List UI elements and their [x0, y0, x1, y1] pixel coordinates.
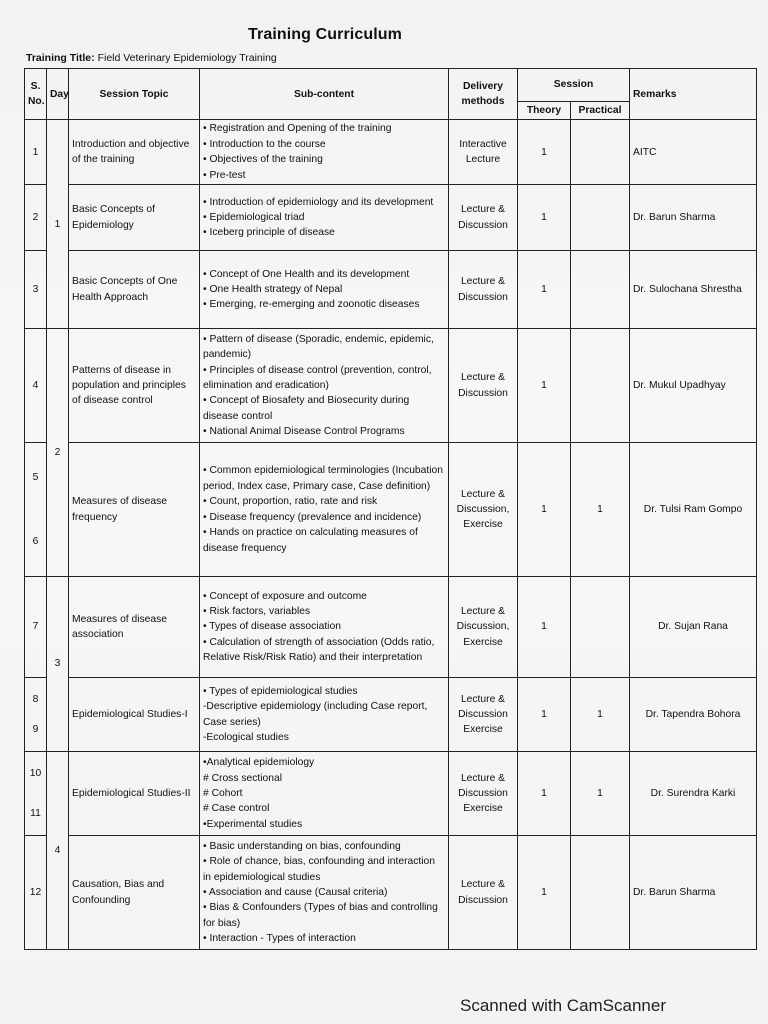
topic-cell: Epidemiological Studies-II — [69, 752, 200, 836]
page-title: Training Curriculum — [248, 26, 402, 43]
header-subcontent: Sub-content — [200, 69, 449, 120]
theory-cell: 1 — [518, 678, 571, 752]
topic-cell: Epidemiological Studies-I — [69, 678, 200, 752]
subcontent-item: • Introduction to the course — [203, 138, 326, 150]
delivery-cell: Lecture & Discussion, Exercise — [449, 577, 518, 678]
subcontent-item: • Concept of Biosafety and Biosecurity during disease control — [203, 395, 410, 422]
delivery-cell: Lecture & Discussion Exercise — [449, 678, 518, 752]
subcontent-item: • Count, proportion, ratio, rate and risk — [203, 496, 378, 508]
practical-cell: 1 — [571, 443, 630, 577]
subcontent-item: # Cohort — [203, 787, 243, 799]
practical-cell: 1 — [571, 752, 630, 836]
delivery-cell: Lecture & Discussion Exercise — [449, 752, 518, 836]
subcontent-cell — [200, 752, 449, 836]
subcontent-item: • Introduction of epidemiology and its development — [203, 196, 434, 208]
subcontent-cell — [200, 678, 449, 752]
subcontent-item: • Bias & Confounders (Types of bias and controlling for bias) — [203, 902, 438, 929]
sno-cell — [25, 678, 47, 752]
delivery-cell: Lecture & Discussion — [449, 185, 518, 251]
subcontent-item: • Common epidemiological terminologies (Incubation period, Index case, Primary case, Case definition) — [203, 465, 443, 492]
sno-cell: 2 — [25, 185, 47, 251]
subcontent-cell — [200, 251, 449, 329]
training-title-label: Training Title: — [26, 52, 95, 64]
curriculum-table — [24, 68, 757, 950]
topic-cell: Introduction and objective of the training — [69, 120, 200, 185]
subcontent-item: • Disease frequency (prevalence and incidence) — [203, 511, 422, 523]
scanner-watermark: Scanned with CamScanner — [460, 996, 667, 1015]
theory-cell: 1 — [518, 120, 571, 185]
sno-cell — [25, 752, 47, 836]
theory-cell: 1 — [518, 443, 571, 577]
sno-9: 9 — [32, 723, 39, 735]
remarks-cell: Dr. Tapendra Bohora — [630, 678, 757, 752]
topic-cell: Basic Concepts of Epidemiology — [69, 185, 200, 251]
practical-cell — [571, 836, 630, 950]
table-row — [25, 577, 757, 678]
subcontent-item: • Emerging, re-emerging and zoonotic diseases — [203, 299, 420, 311]
theory-cell: 1 — [518, 185, 571, 251]
theory-cell: 1 — [518, 251, 571, 329]
sno-cell: 12 — [25, 836, 47, 950]
header-day: Day — [47, 69, 69, 120]
subcontent-item: •Experimental studies — [203, 818, 303, 830]
subcontent-item: -Descriptive epidemiology (including Case report, Case series) — [203, 701, 428, 728]
subcontent-item: • One Health strategy of Nepal — [203, 283, 343, 295]
practical-cell — [571, 329, 630, 443]
subcontent-item: • Epidemiological triad — [203, 211, 305, 223]
table-row — [25, 329, 757, 443]
sno-11: 11 — [30, 807, 41, 819]
topic-cell: Measures of disease frequency — [69, 443, 200, 577]
header-session: Session — [518, 69, 630, 102]
subcontent-item: -Ecological studies — [203, 732, 289, 744]
header-topic: Session Topic — [69, 69, 200, 120]
subcontent-cell — [200, 120, 449, 185]
subcontent-cell — [200, 329, 449, 443]
theory-cell: 1 — [518, 329, 571, 443]
subcontent-item: • Pre-test — [203, 169, 246, 181]
subcontent-item: • National Animal Disease Control Programs — [203, 426, 405, 438]
table-row — [25, 443, 757, 577]
day-cell: 4 — [47, 752, 69, 950]
theory-cell: 1 — [518, 577, 571, 678]
subcontent-cell — [200, 443, 449, 577]
subcontent-item: • Basic understanding on bias, confounding — [203, 840, 401, 852]
subcontent-item: • Types of epidemiological studies — [203, 685, 358, 697]
table-row — [25, 251, 757, 329]
topic-cell: Basic Concepts of One Health Approach — [69, 251, 200, 329]
subcontent-item: • Risk factors, variables — [203, 606, 311, 618]
header-theory: Theory — [518, 102, 571, 120]
header-practical: Practical — [571, 102, 630, 120]
remarks-cell: AITC — [630, 120, 757, 185]
sno-6: 6 — [32, 535, 39, 547]
remarks-cell: Dr. Sulochana Shrestha — [630, 251, 757, 329]
training-title-value: Field Veterinary Epidemiology Training — [97, 52, 277, 64]
sno-10: 10 — [29, 768, 42, 780]
practical-cell — [571, 120, 630, 185]
remarks-cell: Dr. Tulsi Ram Gompo — [630, 443, 757, 577]
subcontent-cell — [200, 577, 449, 678]
subcontent-item: • Calculation of strength of association (Odds ratio, Relative Risk/Risk Ratio) and their interpretation — [203, 636, 435, 664]
topic-cell: Causation, Bias and Confounding — [69, 836, 200, 950]
subcontent-cell — [200, 185, 449, 251]
sno-8: 8 — [32, 694, 39, 706]
topic-cell: Patterns of disease in population and principles of disease control — [69, 329, 200, 443]
subcontent-item: # Case control — [203, 803, 270, 815]
table-row — [25, 752, 757, 836]
topic-cell: Measures of disease association — [69, 577, 200, 678]
delivery-cell: Lecture & Discussion — [449, 251, 518, 329]
table-row — [25, 678, 757, 752]
delivery-cell: Lecture & Discussion, Exercise — [449, 443, 518, 577]
training-title-line — [26, 52, 277, 64]
sno-cell: 3 — [25, 251, 47, 329]
table-row — [25, 120, 757, 185]
delivery-cell: Lecture & Discussion — [449, 836, 518, 950]
table-row — [25, 836, 757, 950]
sno-cell — [25, 443, 47, 577]
subcontent-item: # Cross sectional — [203, 772, 282, 784]
subcontent-item: • Objectives of the training — [203, 154, 323, 166]
subcontent-item: • Interaction - Types of interaction — [203, 933, 356, 945]
remarks-cell: Dr. Barun Sharma — [630, 836, 757, 950]
subcontent-item: • Concept of One Health and its development — [203, 268, 410, 280]
table-row — [25, 185, 757, 251]
sno-cell: 1 — [25, 120, 47, 185]
theory-cell: 1 — [518, 752, 571, 836]
remarks-cell: Dr. Surendra Karki — [630, 752, 757, 836]
sno-cell: 4 — [25, 329, 47, 443]
delivery-cell: Interactive Lecture — [449, 120, 518, 185]
theory-cell: 1 — [518, 836, 571, 950]
header-sno: S. No. — [25, 69, 47, 120]
subcontent-item: • Association and cause (Causal criteria) — [203, 886, 388, 898]
header-remarks: Remarks — [630, 69, 757, 120]
header-delivery: Delivery methods — [449, 69, 518, 120]
day-cell: 1 — [47, 120, 69, 329]
practical-cell: 1 — [571, 678, 630, 752]
subcontent-item: • Concept of exposure and outcome — [203, 590, 367, 602]
subcontent-item: •Analytical epidemiology — [203, 757, 315, 769]
subcontent-item: • Iceberg principle of disease — [203, 227, 335, 239]
subcontent-item: • Principles of disease control (prevention, control, elimination and eradication) — [203, 364, 432, 391]
practical-cell — [571, 185, 630, 251]
sno-5: 5 — [32, 472, 39, 484]
remarks-cell: Dr. Barun Sharma — [630, 185, 757, 251]
subcontent-item: • Role of chance, bias, confounding and interaction in epidemiological studies — [203, 856, 436, 883]
subcontent-item: • Pattern of disease (Sporadic, endemic, epidemic, pandemic) — [203, 333, 434, 361]
subcontent-cell — [200, 836, 449, 950]
sno-cell: 7 — [25, 577, 47, 678]
subcontent-item: • Types of disease association — [203, 621, 341, 633]
delivery-cell: Lecture & Discussion — [449, 329, 518, 443]
subcontent-item: • Registration and Opening of the training — [203, 123, 392, 135]
practical-cell — [571, 577, 630, 678]
day-cell: 3 — [47, 577, 69, 752]
day-cell: 2 — [47, 329, 69, 577]
practical-cell — [571, 251, 630, 329]
remarks-cell: Dr. Mukul Upadhyay — [630, 329, 757, 443]
remarks-cell: Dr. Sujan Rana — [630, 577, 757, 678]
subcontent-item: • Hands on practice on calculating measures of disease frequency — [203, 527, 418, 554]
